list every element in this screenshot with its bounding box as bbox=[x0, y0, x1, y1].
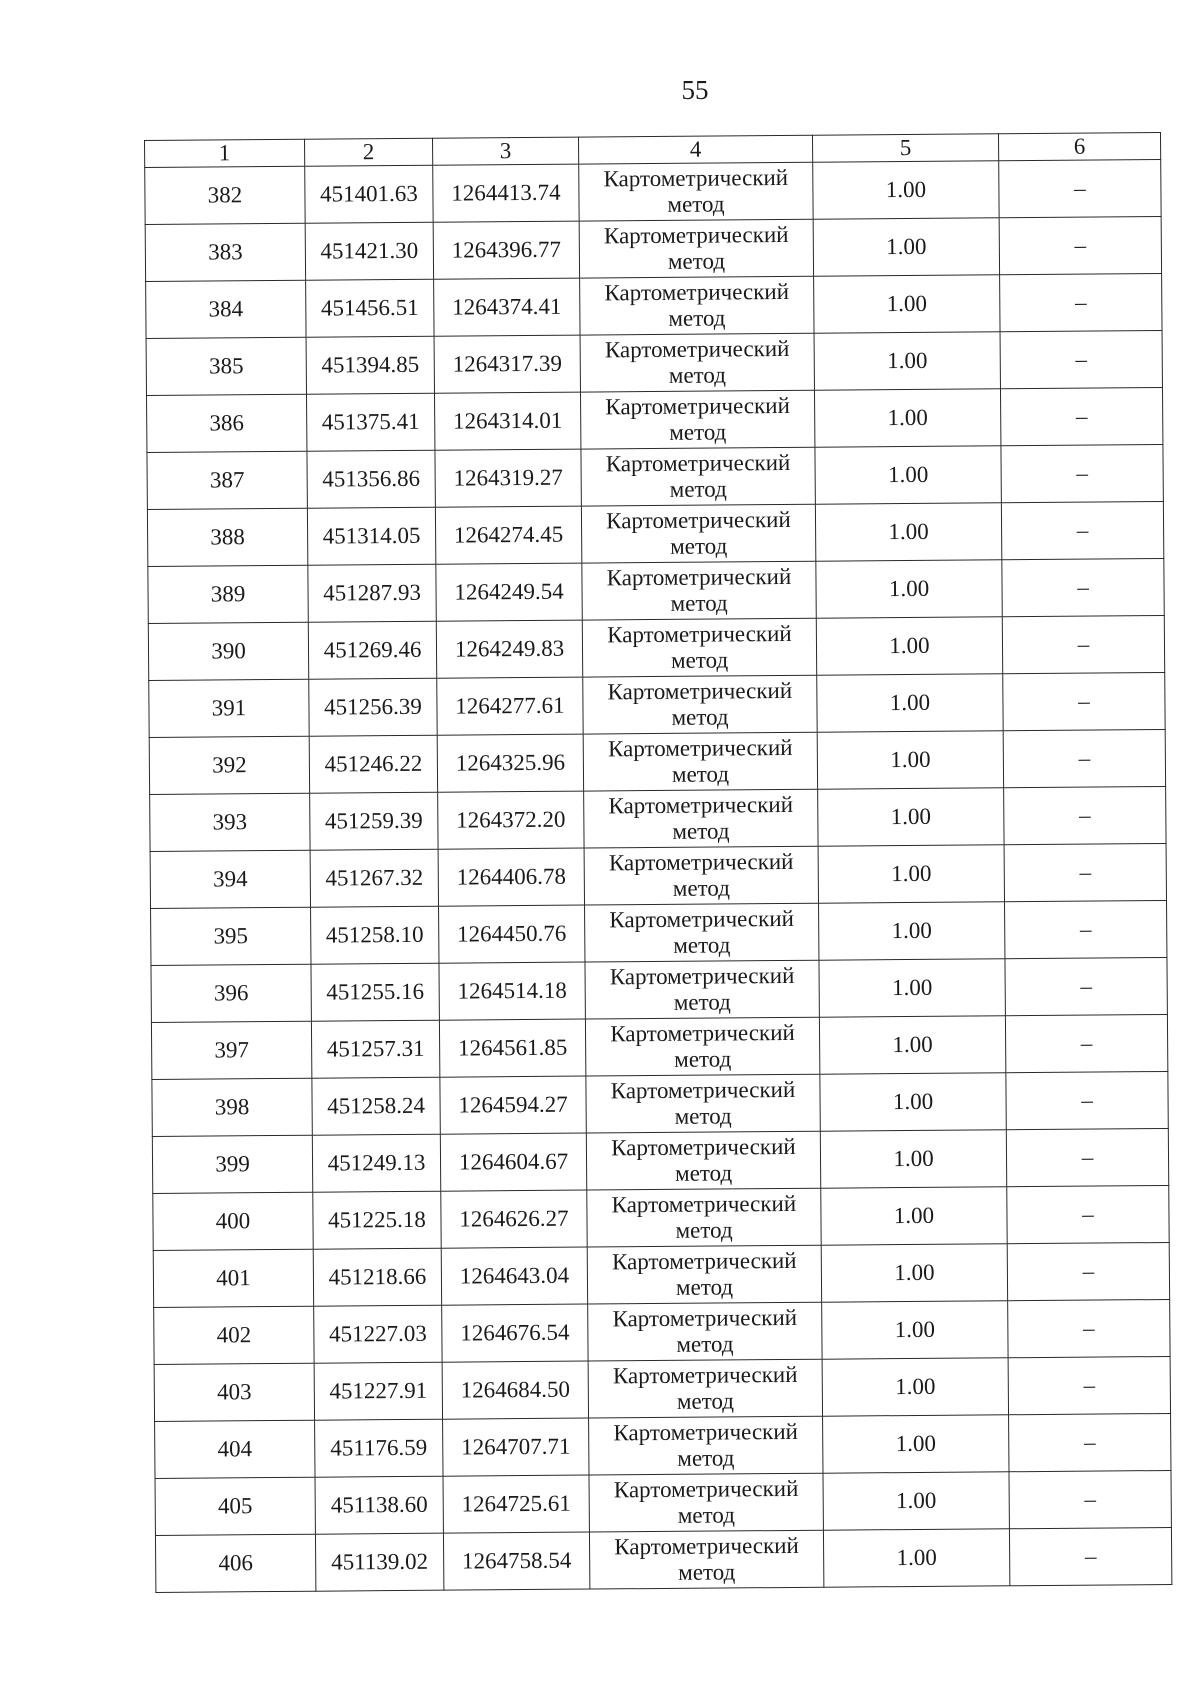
y-coordinate-cell: 1264561.85 bbox=[439, 1019, 585, 1077]
note-cell: – bbox=[1005, 1014, 1167, 1072]
precision-cell: 1.00 bbox=[815, 446, 1001, 504]
y-coordinate-cell: 1264626.27 bbox=[441, 1190, 587, 1248]
note-cell: – bbox=[1001, 445, 1163, 503]
note-cell: – bbox=[1002, 616, 1164, 674]
precision-cell: 1.00 bbox=[823, 1529, 1009, 1587]
method-text: Картометрический bbox=[605, 392, 790, 420]
method-text: Картометрический bbox=[605, 449, 791, 477]
y-coordinate-cell: 1264707.71 bbox=[443, 1418, 589, 1476]
method-cell bbox=[580, 390, 814, 449]
method-text: метод bbox=[672, 875, 731, 901]
method-text: Картометрический bbox=[604, 335, 790, 363]
table-row bbox=[147, 445, 1163, 510]
method-cell bbox=[583, 675, 817, 734]
method-cell bbox=[586, 1074, 820, 1133]
method-cell bbox=[581, 504, 815, 563]
method-text: Картометрический bbox=[607, 620, 792, 648]
point-number-cell: 398 bbox=[152, 1078, 312, 1136]
table-row bbox=[151, 957, 1167, 1022]
y-coordinate-cell: 1264249.83 bbox=[436, 620, 582, 678]
x-coordinate-cell: 451227.91 bbox=[314, 1362, 442, 1420]
y-coordinate-cell: 1264450.76 bbox=[439, 905, 585, 963]
point-number-cell: 405 bbox=[155, 1477, 315, 1535]
precision-cell: 1.00 bbox=[814, 275, 1000, 333]
precision-cell: 1.00 bbox=[814, 332, 1000, 390]
method-text: метод bbox=[672, 818, 730, 844]
method-text: метод bbox=[675, 1217, 733, 1243]
y-coordinate-cell: 1264319.27 bbox=[435, 449, 581, 507]
table-row bbox=[150, 843, 1166, 908]
column-header: 2 bbox=[304, 138, 432, 166]
y-coordinate-cell: 1264413.74 bbox=[433, 164, 579, 222]
x-coordinate-cell: 451225.18 bbox=[313, 1191, 441, 1249]
method-text: Картометрический bbox=[607, 734, 793, 762]
precision-cell: 1.00 bbox=[820, 1073, 1006, 1131]
x-coordinate-cell: 451227.03 bbox=[314, 1305, 442, 1363]
table-row bbox=[149, 672, 1165, 737]
method-text: метод bbox=[670, 590, 728, 616]
method-cell bbox=[588, 1302, 822, 1361]
column-header: 4 bbox=[578, 135, 812, 164]
method-text: метод bbox=[674, 1103, 732, 1129]
method-cell bbox=[584, 846, 818, 905]
page-number: 55 bbox=[681, 75, 709, 105]
x-coordinate-cell: 451255.16 bbox=[311, 963, 439, 1021]
precision-cell: 1.00 bbox=[823, 1415, 1009, 1473]
precision-cell: 1.00 bbox=[819, 959, 1005, 1017]
method-text: метод bbox=[670, 647, 729, 673]
x-coordinate-cell: 451269.46 bbox=[308, 621, 436, 679]
point-number-cell: 393 bbox=[150, 793, 310, 851]
method-text: метод bbox=[675, 1160, 733, 1186]
y-coordinate-cell: 1264514.18 bbox=[439, 962, 585, 1020]
point-number-cell: 386 bbox=[147, 394, 307, 452]
point-number-cell: 392 bbox=[149, 736, 309, 794]
method-text: Картометрический bbox=[608, 848, 794, 876]
method-cell bbox=[587, 1245, 821, 1304]
table-row bbox=[153, 1242, 1169, 1307]
precision-cell: 1.00 bbox=[820, 1130, 1006, 1188]
method-text: Картометрический bbox=[614, 1532, 799, 1560]
precision-cell: 1.00 bbox=[815, 503, 1001, 561]
note-cell: – bbox=[1001, 502, 1163, 560]
method-text: Картометрический bbox=[611, 1133, 796, 1161]
point-number-cell: 389 bbox=[148, 565, 308, 623]
point-number-cell: 397 bbox=[151, 1021, 311, 1079]
method-text: метод bbox=[677, 1502, 735, 1528]
coordinates-table bbox=[144, 132, 1172, 1593]
method-text: метод bbox=[675, 1274, 734, 1300]
y-coordinate-cell: 1264684.50 bbox=[442, 1361, 588, 1419]
table-row bbox=[154, 1299, 1170, 1364]
point-number-cell: 400 bbox=[153, 1192, 313, 1250]
y-coordinate-cell: 1264758.54 bbox=[443, 1532, 589, 1590]
precision-cell: 1.00 bbox=[817, 674, 1003, 732]
table-row bbox=[149, 729, 1165, 794]
x-coordinate-cell: 451287.93 bbox=[308, 564, 436, 622]
method-text: метод bbox=[668, 362, 726, 388]
table-row bbox=[147, 388, 1163, 453]
point-number-cell: 385 bbox=[146, 337, 306, 395]
x-coordinate-cell: 451257.31 bbox=[311, 1020, 439, 1078]
method-text: Картометрический bbox=[611, 1247, 797, 1275]
method-cell bbox=[583, 732, 817, 791]
method-text: метод bbox=[673, 932, 731, 958]
x-coordinate-cell: 451267.32 bbox=[310, 849, 438, 907]
method-cell bbox=[579, 162, 813, 221]
table-row bbox=[151, 900, 1167, 965]
x-coordinate-cell: 451249.13 bbox=[312, 1134, 440, 1192]
table-row bbox=[153, 1185, 1169, 1250]
column-header: 5 bbox=[812, 134, 998, 162]
method-text: метод bbox=[671, 761, 730, 787]
y-coordinate-cell: 1264396.77 bbox=[433, 221, 579, 279]
method-text: метод bbox=[667, 191, 725, 217]
precision-cell: 1.00 bbox=[813, 218, 999, 276]
method-text: метод bbox=[668, 305, 726, 331]
method-text: Картометрический bbox=[613, 1475, 799, 1503]
point-number-cell: 384 bbox=[146, 280, 306, 338]
note-cell: – bbox=[1004, 843, 1166, 901]
method-cell bbox=[589, 1530, 823, 1589]
precision-cell: 1.00 bbox=[818, 845, 1004, 903]
precision-cell: 1.00 bbox=[822, 1301, 1008, 1359]
column-header: 3 bbox=[432, 137, 578, 165]
x-coordinate-cell: 451375.41 bbox=[307, 393, 435, 451]
method-cell bbox=[580, 333, 814, 392]
point-number-cell: 399 bbox=[152, 1135, 312, 1193]
table-row bbox=[152, 1071, 1168, 1136]
note-cell: – bbox=[1004, 786, 1166, 844]
point-number-cell: 395 bbox=[151, 907, 311, 965]
y-coordinate-cell: 1264406.78 bbox=[438, 848, 584, 906]
column-header: 6 bbox=[998, 133, 1160, 161]
note-cell: – bbox=[1005, 900, 1167, 958]
note-cell: – bbox=[1002, 559, 1164, 617]
x-coordinate-cell: 451176.59 bbox=[315, 1419, 443, 1477]
note-cell: – bbox=[1008, 1299, 1170, 1357]
precision-cell: 1.00 bbox=[813, 161, 999, 219]
method-cell bbox=[585, 903, 819, 962]
method-text: метод bbox=[670, 533, 728, 559]
note-cell: – bbox=[1006, 1128, 1168, 1186]
point-number-cell: 402 bbox=[154, 1306, 314, 1364]
method-cell bbox=[589, 1473, 823, 1532]
note-cell: – bbox=[1009, 1527, 1171, 1585]
x-coordinate-cell: 451401.63 bbox=[305, 165, 433, 223]
method-cell bbox=[582, 618, 816, 677]
point-number-cell: 390 bbox=[148, 622, 308, 680]
table-row bbox=[151, 1014, 1167, 1079]
method-text: Картометрический bbox=[610, 1019, 795, 1047]
y-coordinate-cell: 1264643.04 bbox=[441, 1247, 587, 1305]
y-coordinate-cell: 1264725.61 bbox=[443, 1475, 589, 1533]
x-coordinate-cell: 451421.30 bbox=[305, 222, 433, 280]
method-text: Картометрический bbox=[609, 962, 795, 990]
table-row bbox=[145, 217, 1161, 282]
precision-cell: 1.00 bbox=[816, 617, 1002, 675]
method-cell bbox=[579, 219, 813, 278]
table-row bbox=[146, 274, 1162, 339]
method-text: Картометрический bbox=[608, 791, 794, 819]
note-cell: – bbox=[1003, 729, 1165, 787]
method-text: метод bbox=[677, 1445, 735, 1471]
x-coordinate-cell: 451356.86 bbox=[307, 450, 435, 508]
method-cell bbox=[589, 1416, 823, 1475]
method-text: Картометрический bbox=[612, 1304, 798, 1332]
table-row bbox=[146, 331, 1162, 396]
precision-cell: 1.00 bbox=[814, 389, 1000, 447]
table-row bbox=[148, 559, 1164, 624]
x-coordinate-cell: 451138.60 bbox=[315, 1476, 443, 1534]
point-number-cell: 383 bbox=[145, 223, 305, 281]
method-text: метод bbox=[667, 248, 726, 274]
method-text: Картометрический bbox=[613, 1418, 799, 1446]
y-coordinate-cell: 1264277.61 bbox=[437, 677, 583, 735]
y-coordinate-cell: 1264317.39 bbox=[434, 335, 580, 393]
table-row bbox=[152, 1128, 1168, 1193]
note-cell: – bbox=[1000, 388, 1162, 446]
column-header: 1 bbox=[145, 139, 305, 167]
method-text: метод bbox=[669, 419, 727, 445]
note-cell: – bbox=[1009, 1413, 1171, 1471]
y-coordinate-cell: 1264604.67 bbox=[440, 1133, 586, 1191]
table-row bbox=[155, 1413, 1171, 1478]
point-number-cell: 388 bbox=[147, 508, 307, 566]
table-row bbox=[145, 160, 1161, 225]
table-row bbox=[155, 1527, 1171, 1592]
x-coordinate-cell: 451258.24 bbox=[312, 1077, 440, 1135]
method-cell bbox=[585, 960, 819, 1019]
method-text: метод bbox=[669, 476, 727, 502]
point-number-cell: 394 bbox=[150, 850, 310, 908]
method-text: Картометрический bbox=[604, 278, 790, 306]
method-text: Картометрический bbox=[610, 1076, 796, 1104]
precision-cell: 1.00 bbox=[816, 560, 1002, 618]
x-coordinate-cell: 451256.39 bbox=[309, 678, 437, 736]
x-coordinate-cell: 451314.05 bbox=[307, 507, 435, 565]
precision-cell: 1.00 bbox=[823, 1472, 1009, 1530]
method-text: Картометрический bbox=[611, 1190, 797, 1218]
y-coordinate-cell: 1264374.41 bbox=[434, 278, 580, 336]
method-text: Картометрический bbox=[607, 677, 793, 705]
x-coordinate-cell: 451139.02 bbox=[315, 1533, 443, 1591]
method-text: метод bbox=[671, 704, 729, 730]
method-text: Картометрический bbox=[606, 563, 792, 591]
point-number-cell: 382 bbox=[145, 166, 305, 224]
method-text: Картометрический bbox=[603, 221, 789, 249]
method-text: метод bbox=[674, 1046, 732, 1072]
note-cell: – bbox=[1000, 331, 1162, 389]
note-cell: – bbox=[1005, 957, 1167, 1015]
table-row bbox=[147, 502, 1163, 567]
y-coordinate-cell: 1264325.96 bbox=[437, 734, 583, 792]
y-coordinate-cell: 1264314.01 bbox=[434, 392, 580, 450]
method-text: метод bbox=[676, 1331, 734, 1357]
note-cell: – bbox=[1003, 672, 1165, 730]
method-cell bbox=[582, 561, 816, 620]
y-coordinate-cell: 1264372.20 bbox=[438, 791, 584, 849]
x-coordinate-cell: 451456.51 bbox=[306, 279, 434, 337]
table-row bbox=[154, 1356, 1170, 1421]
note-cell: – bbox=[1008, 1356, 1170, 1414]
note-cell: – bbox=[1006, 1071, 1168, 1129]
note-cell: – bbox=[999, 160, 1161, 218]
precision-cell: 1.00 bbox=[819, 902, 1005, 960]
note-cell: – bbox=[1007, 1185, 1169, 1243]
method-text: метод bbox=[673, 989, 731, 1015]
coordinates-sheet bbox=[144, 132, 1171, 1593]
method-cell bbox=[587, 1188, 821, 1247]
method-cell bbox=[584, 789, 818, 848]
table-row bbox=[150, 786, 1166, 851]
precision-cell: 1.00 bbox=[817, 731, 1003, 789]
point-number-cell: 396 bbox=[151, 964, 311, 1022]
point-number-cell: 387 bbox=[147, 451, 307, 509]
method-cell bbox=[580, 276, 814, 335]
precision-cell: 1.00 bbox=[822, 1358, 1008, 1416]
method-cell bbox=[585, 1017, 819, 1076]
table-row bbox=[148, 616, 1164, 681]
table-body bbox=[145, 160, 1172, 1593]
note-cell: – bbox=[1009, 1470, 1171, 1528]
method-text: метод bbox=[678, 1559, 736, 1585]
x-coordinate-cell: 451259.39 bbox=[310, 792, 438, 850]
point-number-cell: 404 bbox=[155, 1420, 315, 1478]
point-number-cell: 406 bbox=[155, 1534, 315, 1592]
method-text: Картометрический bbox=[612, 1361, 798, 1389]
x-coordinate-cell: 451246.22 bbox=[309, 735, 437, 793]
table-row bbox=[155, 1470, 1171, 1535]
y-coordinate-cell: 1264594.27 bbox=[440, 1076, 586, 1134]
x-coordinate-cell: 451218.66 bbox=[313, 1248, 441, 1306]
point-number-cell: 403 bbox=[154, 1363, 314, 1421]
method-text: Картометрический bbox=[609, 905, 794, 933]
method-text: Картометрический bbox=[603, 164, 789, 192]
y-coordinate-cell: 1264274.45 bbox=[435, 506, 581, 564]
method-text: Картометрический bbox=[606, 506, 791, 534]
point-number-cell: 391 bbox=[149, 679, 309, 737]
x-coordinate-cell: 451258.10 bbox=[311, 906, 439, 964]
method-cell bbox=[588, 1359, 822, 1418]
method-cell bbox=[586, 1131, 820, 1190]
method-cell bbox=[581, 447, 815, 506]
point-number-cell: 401 bbox=[153, 1249, 313, 1307]
method-text: метод bbox=[676, 1388, 735, 1414]
y-coordinate-cell: 1264676.54 bbox=[442, 1304, 588, 1362]
note-cell: – bbox=[1000, 274, 1162, 332]
precision-cell: 1.00 bbox=[821, 1244, 1007, 1302]
note-cell: – bbox=[999, 217, 1161, 275]
y-coordinate-cell: 1264249.54 bbox=[436, 563, 582, 621]
precision-cell: 1.00 bbox=[821, 1187, 1007, 1245]
x-coordinate-cell: 451394.85 bbox=[306, 336, 434, 394]
precision-cell: 1.00 bbox=[819, 1016, 1005, 1074]
note-cell: – bbox=[1007, 1242, 1169, 1300]
precision-cell: 1.00 bbox=[818, 788, 1004, 846]
